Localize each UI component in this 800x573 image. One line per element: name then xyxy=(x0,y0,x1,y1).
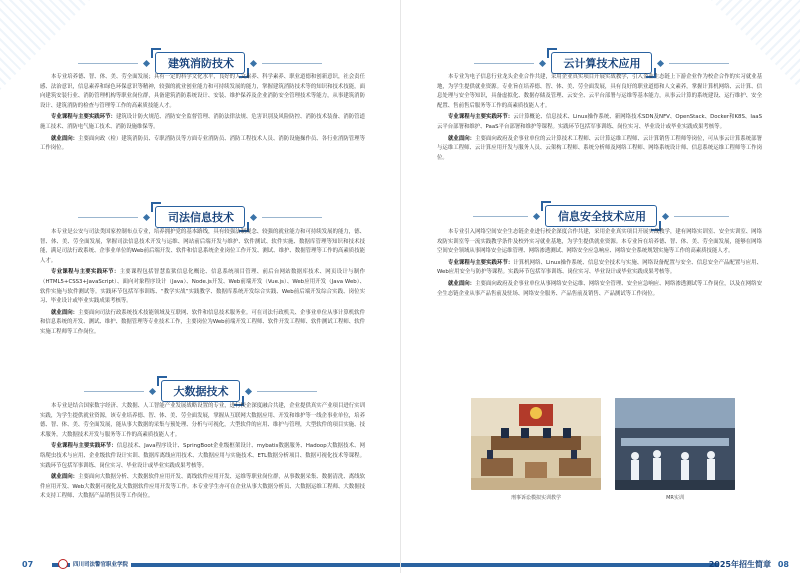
footer-left xyxy=(0,553,400,573)
diamond-icon xyxy=(533,212,540,219)
divider xyxy=(262,63,322,64)
paragraph-intro: 本专业为电子信息行业龙头企业合作共建，采用企业真实项目开展实战教学，引入企业生态链上下游企业作为校企合作的实习就业基地，为学生提供就业资源。专业旨在培养德、智、体、美、劳全面发展，具有良好的职业道德和人文素养，掌握计算机网络、云计算、信息处理与安全等知识，具备虚拟化、数据存储及管理、云安全、云平台部署与运维等基本能力，从事云计算的系统建设、运行维护、安全配置、售前售后服务等工作的高素质技能人才。 xyxy=(437,74,762,109)
diamond-icon xyxy=(662,212,669,219)
paragraph-intro: 本专业是结合国家数字经济、大数据、人工智能产业发展战略设置的专业，进行校企深度融合共建，企业提供真实产业项目进行实训实践，为学生提供就业资源，该专业培养德、智、体、美、劳全面发展，掌握从互联网大数据应用、开发和维护等一线企事业单位，培养德、智、体、美、劳全面发展，能从事大数据的采集与预处理、分析与可视化，大型软件的应用、维护与管理，大型软件的项目实施、技术服务，大数据技术开发与服务等工作的高素质技能人才。 xyxy=(40,403,365,438)
paragraph-courses: 专业课程与主要实践环节：建筑设计防火规范、消防安全监督管理、消防法律法规、危害识别及风险防控、消防技术装备、消防管道施工技术、消防电气施工技术、消防设施维保等。 xyxy=(40,114,365,130)
footer-right xyxy=(401,553,800,573)
diamond-icon xyxy=(148,387,155,394)
diamond-icon xyxy=(538,59,545,66)
photo-mr-training xyxy=(615,398,735,490)
photo-moot-court xyxy=(471,398,601,490)
school-name: 四川司法警官职业学院 xyxy=(70,560,131,568)
paragraph-courses: 专业课程与主要实践环节：云计算概论、信息技术、Linux操作系统、新网络技术SDN及NFV、OpenStack、Docker和K8S、IaaS云平台部署和维护、PaaS平台部署和维护等课程。实践环节包括军事训练、岗位实习、毕业设计或毕业实践成果考核等。 xyxy=(437,114,762,130)
footer-bar xyxy=(401,563,719,567)
mr-training-image xyxy=(615,398,735,490)
page-number: 07 xyxy=(22,560,34,569)
guide-title: 2025年招生简章 xyxy=(708,560,771,569)
section-title: 司法信息技术 xyxy=(155,206,245,228)
photo-caption: MR实训 xyxy=(666,495,684,501)
photo-caption: 刑事诉讼模拟实训教学 xyxy=(510,495,561,501)
divider xyxy=(78,63,138,64)
section-body-judicial-it xyxy=(40,228,365,340)
diamond-icon xyxy=(143,213,150,220)
section-header-building-fire xyxy=(40,52,360,74)
divider xyxy=(674,216,729,217)
paragraph-courses: 专业课程与主要实践环节：信息技术、Java程序设计、SpringBoot企业级框架设计、mybatis数据服务、Hadoop大数据技术、网络爬虫技术与应用、企业级软件设计实训、数据库离线应用技术、大数据应用与实施技术、ETL数据分析项目、数据可视化技术等课程。实践环节包括军事训练、岗位实习、毕业设计或毕业实践成果考核等。 xyxy=(40,443,365,469)
paragraph-employment: 就业面向：主要面向政（检）建筑消防员、专职消防员等方面专业消防员、消防工程技术人员、消防设施操作员、各行业消防管理等工作岗位。 xyxy=(40,135,365,152)
paragraph-intro: 本专业是公安与司法类国家控制布点专业，培养拥护党的基本路线，具有较强法制观念、较强的就业能力和可持续发展的能力，德、智、体、美、劳全面发展，掌握司法信息技术开发与运维、网站前后端开发与维护、软件测试、软件实施、数据库管理等知识和技术技能，满足司法行政系统、企事业单位的Web前后端开发、软件和信息系统企业岗位工作开发、测试、维护、数据管理等工作的高素质技能人才。 xyxy=(40,229,365,264)
divider xyxy=(262,217,322,218)
section-header-cloud xyxy=(441,52,761,74)
section-title: 信息安全技术应用 xyxy=(545,205,657,227)
school-logo-icon xyxy=(58,559,68,569)
diamond-icon xyxy=(244,387,251,394)
courtroom-image xyxy=(471,398,601,490)
divider xyxy=(474,63,534,64)
section-header-judicial-it xyxy=(40,206,360,228)
section-body-cloud xyxy=(437,73,762,165)
diamond-icon xyxy=(656,59,663,66)
divider xyxy=(84,391,144,392)
paragraph-employment: 就业面向：主要面向政府及企事业单位从事网络安全运维、网络安全管理、安全应急响应、网络渗透测试等工作岗位，以及在网络安全生态链企业从事产品售前及驻场、网络安全服务、产品售前及销售、产品测试等工作岗位。 xyxy=(437,280,762,297)
divider xyxy=(257,391,317,392)
divider xyxy=(473,216,528,217)
paragraph-intro: 本专业培养德、智、体、美、劳全面发展；具有一定的科学文化水平，良好的人文素养、科学素养、职业道德和创新意识，社会责任感、法治意识，信息素养和绿色环保意识等精神，较强的就业创业能力和可持续发展的能力，掌握建筑消防技术等的知识和技术技能，面向建筑安装行业、消防管理机构等职业岗位群，具备建筑消防系统设计、安装、维护保养及企业消防安全管理技术等能力，从事建筑消防设计、建筑消防的检查与管理等工作的高素质技能人才。 xyxy=(40,74,365,109)
diamond-icon xyxy=(250,213,257,220)
divider xyxy=(78,217,138,218)
diamond-icon xyxy=(250,59,257,66)
section-header-info-security xyxy=(441,205,761,227)
page-number: 08 xyxy=(777,560,789,569)
section-body-info-security xyxy=(437,228,762,301)
divider xyxy=(669,63,729,64)
paragraph-employment: 就业面向：主要面向司法行政系统技术技能领域及互联网、软件和信息技术服务业。可在司法行政机关、企事业单位从事计算机软件和信息系统的开发、测试、维护、数据管理等专业技术工作，主要岗位为Web前端开发工程师、软件开发工程师、软件测试工程师、软件实施工程师等工作岗位。 xyxy=(40,309,365,335)
section-body-big-data xyxy=(40,402,365,504)
paragraph-intro: 本专业引入网络空间安全生态链企业进行校企深度合作共建，采用企业真实项目开展实战教学，建有网络实训室、安全实训室、网络攻防实训室等一流实践教学条件及校外实习就业基地，为学生提供就业资源。本专业旨在培养德、智、体、美、劳全面发展，能够在网络空间安全领域从事网络安全运维管理、网络渗透测试、网络安全应急响应、网络安全系统规划实施等工作的高素质技能人才。 xyxy=(437,229,762,255)
paragraph-courses: 专业课程与主要实践环节：主要课程包括智慧监狱信息化概论、信息系统项目管理、前后台网站数据库技术、网页设计与制作（HTML5+CSS3+JavaScript）、面向对象程序设计（Java）、Node.js开发、Web前端开发（Vue.js）、Web应用开发（Java Web）、软件实施与软件测试等。实践环节包括军事训练、“教学实战”实践教学、数据库系统开发综合实践、Web前后端开发综合实践、岗位实习、毕业设计或毕业实践成果考核等。 xyxy=(40,269,365,305)
paragraph-employment: 就业面向：主要面向大数据分析、大数据软件应用开发、离线软件应用开发、运维等职业岗位群，从事数据采集、数据清洗、离线软件应用开发、Web大数据可视化及大数据软件应用开发等工作。本专业学生亦可在企业从事大数据分析员、大数据运维工程师、大数据技术支持工程师、大数据产品销售员等工作岗位。 xyxy=(40,474,365,500)
diamond-icon xyxy=(143,59,150,66)
section-title: 云计算技术应用 xyxy=(551,52,652,74)
section-title: 建筑消防技术 xyxy=(155,52,245,74)
section-title: 大数据技术 xyxy=(161,380,240,402)
section-header-big-data xyxy=(40,380,360,402)
right-page xyxy=(400,0,800,573)
paragraph-employment: 就业面向：主要面向政府及企事业单位的云计算技术工程师、云计算运维工程师、云计算销售工程师等岗位，可从事云计算系统部署与运维工程师、云计算应用开发与服务人员、云架构工程师、系统分析师及网络工程师、网络系统设计师、信息系统运维工程师等工作岗位。 xyxy=(437,135,762,161)
section-body-building-fire xyxy=(40,73,365,156)
paragraph-courses: 专业课程与主要实践环节：计算机网络、Linux操作系统、信息安全技术与实施、网络设备配置与安全、信息安全产品配置与应用、Web应用安全与防护等课程。实践环节包括军事训练、岗位实习、毕业设计或毕业实践成果考核等。 xyxy=(437,259,762,276)
